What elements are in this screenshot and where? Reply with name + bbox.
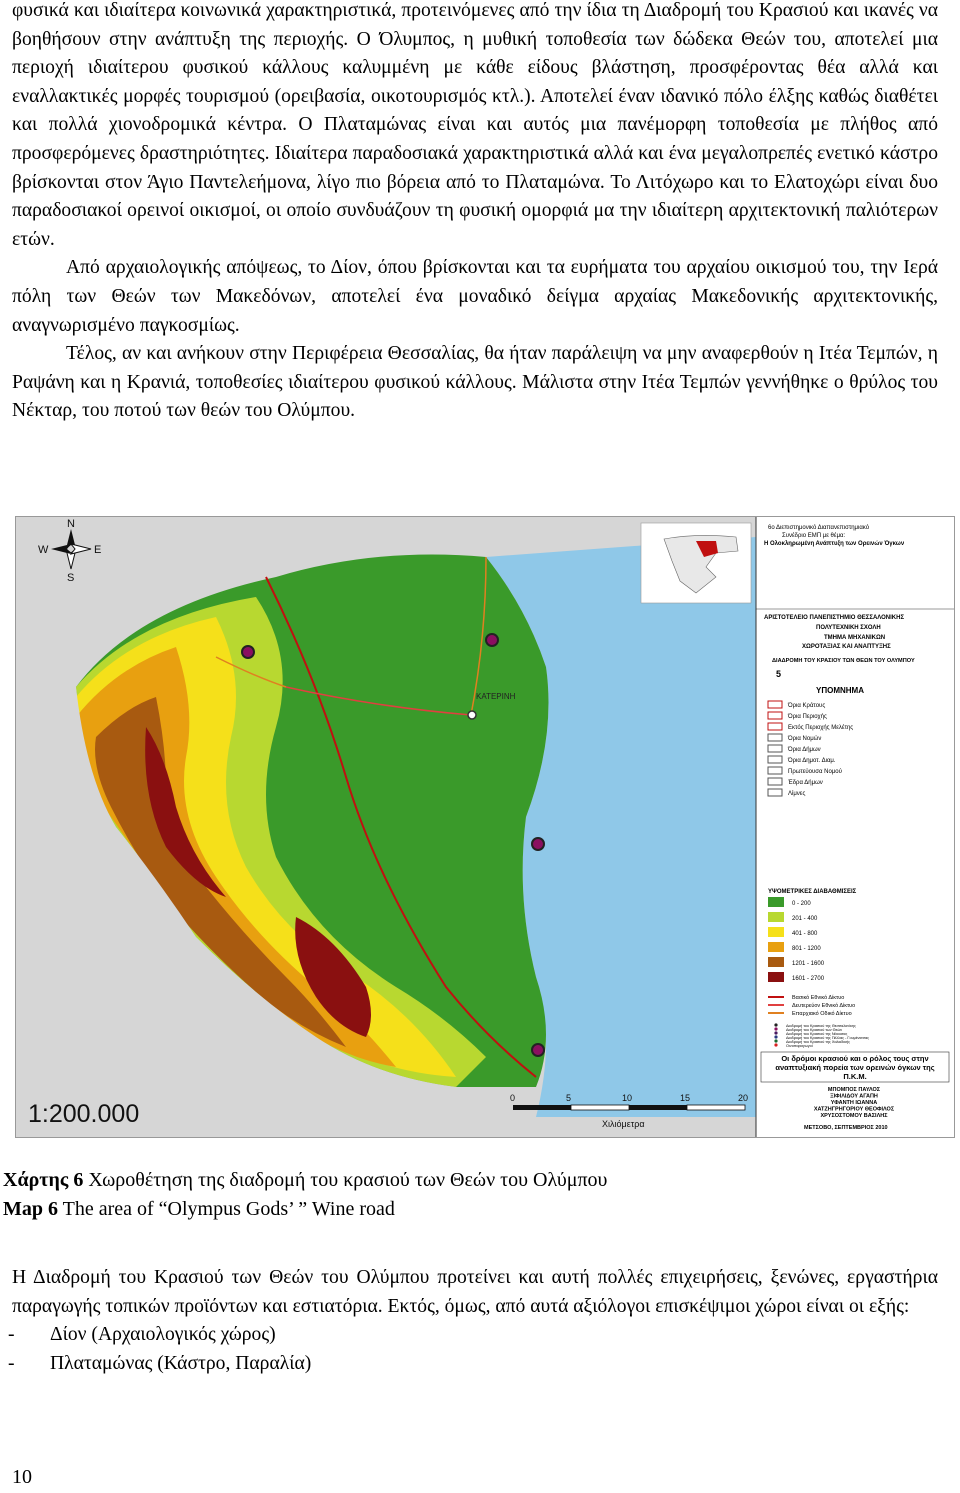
list-item: - Πλαταμώνας (Κάστρο, Παραλία) (12, 1350, 938, 1379)
legend-label: Πρωτεύουσα Νομού (788, 769, 842, 775)
scale-tick: 15 (680, 1093, 691, 1103)
legend-label: Λίμνες (788, 791, 806, 797)
scale-tick: 0 (510, 1093, 516, 1103)
scale-tick: 5 (566, 1093, 572, 1103)
caption-greek-text: Χωροθέτηση της διαδρομή του κρασιού των Θεών του Ολύμπου (83, 1169, 608, 1191)
route-swatch (774, 1043, 777, 1046)
legend-swatch (768, 734, 782, 741)
caption-english-label: Map 6 (3, 1198, 58, 1220)
legend-label: Όρια Δήμων (788, 747, 821, 753)
scale-ratio: 1:200.000 (28, 1100, 140, 1128)
elevation-label: 0 - 200 (792, 901, 811, 907)
paragraph-2: Από αρχαιολογικής απόψεως, το Δίον, όπου βρίσκονται και τα ευρήματα του αρχαίου οικισμού του, την Ιερά πόλη των Θεών των Μακεδόνων, αποτελεί ένα μοναδικό δείγμα αρχαίας Μακεδονικής αρχιτεκτονικής, αναγνωρισμένο παγκοσμίως. (12, 257, 938, 336)
compass-west: W (38, 544, 49, 556)
header-line: ΤΜΗΜΑ ΜΗΧΑΝΙΚΩΝ (824, 635, 886, 641)
scale-unit: Χιλιόμετρα (602, 1119, 645, 1129)
author-name: ΧΡΥΣΟΣΤΟΜΟΥ ΒΑΣΙΛΗΣ (820, 1113, 888, 1119)
elevation-swatch (768, 942, 784, 952)
elevation-swatch (768, 927, 784, 937)
caption-greek (3, 1166, 607, 1195)
legend-swatch (768, 789, 782, 796)
legend-label: Όρια Νομών (788, 736, 822, 742)
route-swatch (774, 1027, 777, 1030)
route-label: Διαδρομή του Κρασιού της Νάουσας (786, 1032, 848, 1036)
compass-north: N (67, 518, 75, 530)
map-canvas (16, 517, 954, 1137)
caption-english-text: The area of “Olympus Gods’ ” Wine road (58, 1198, 395, 1220)
city-label: ΚΑΤΕΡΙΝΗ (476, 692, 516, 701)
closing-paragraph: Η Διαδρομή του Κρασιού των Θεών του Ολύμπου προτείνει και αυτή πολλές επιχειρήσεις, ξενώνες, εργαστήρια παραγωγής τοπικών προϊόντων και εστιατόρια. Εκτός, όμως, από αυτά αξιόλογοι επισκέψιμοι χώροι είναι οι εξής: (12, 1267, 938, 1317)
compass-south: S (67, 572, 75, 584)
list-item: - Δίον (Αρχαιολογικός χώρος) (12, 1321, 938, 1350)
route-label: Διαδρομή του Κρασιού της Θεσσαλονίκης (786, 1024, 856, 1028)
paragraph-3: Τέλος, αν και ανήκουν στην Περιφέρεια Θεσσαλίας, θα ήταν παράλειψη να μην αναφερθούν η Ιτέα Τεμπών, η Ραψάνη και η Κρανιά, τοποθεσίες ιδιαίτερου φυσικού κάλλους. Μάλιστα στην Ιτέα Τεμπών γεννήθηκε ο θρύλος του Νέκταρ, του ποτού των θεών του Ολύμπου. (12, 343, 938, 422)
route-title: ΔΙΑΔΡΟΜΗ ΤΟΥ ΚΡΑΣΙΟΥ ΤΩΝ ΘΕΩΝ ΤΟΥ ΟΛΥΜΠΟΥ (772, 658, 915, 664)
legend-label: Όρια Περιοχής (788, 714, 827, 720)
visit-list (12, 1321, 938, 1378)
route-swatch (774, 1023, 777, 1026)
route-label: Διαδρομή του Κρασιού της Χαλκιδικής (786, 1040, 850, 1044)
caption-english (3, 1195, 607, 1224)
page-number: 10 (12, 1466, 32, 1488)
legend-label: Όρια Δημοτ. Διαμ. (788, 758, 836, 764)
route-swatch (774, 1039, 777, 1042)
scale-tick: 10 (622, 1093, 633, 1103)
elevation-label: 801 - 1200 (792, 946, 821, 952)
elevation-label: 401 - 800 (792, 931, 818, 937)
elevation-label: 1601 - 2700 (792, 976, 825, 982)
legend-swatch (768, 778, 782, 785)
road-label: Δευτερεύον Εθνικό Δίκτυο (792, 1003, 856, 1009)
header-line: Συνέδριο ΕΜΠ με θέμα: (782, 533, 846, 539)
route-label: Διαδρομή του Κρασιού των Θεών (786, 1028, 843, 1032)
caption-greek-label: Χάρτης 6 (3, 1169, 84, 1191)
legend-label: Εκτός Περιοχής Μελέτης (788, 725, 854, 731)
header-line: ΠΟΛΥΤΕΧΝΙΚΗ ΣΧΟΛΗ (816, 625, 881, 631)
route-swatch (774, 1031, 777, 1034)
legend-label: Όρια Κράτους (788, 703, 826, 709)
closing-text (12, 1264, 938, 1378)
elevation-swatch (768, 972, 784, 982)
body-text (12, 0, 938, 426)
legend-title: ΥΠΟΜΝΗΜΑ (816, 686, 864, 695)
road-label: Επαρχιακό Οδικό Δίκτυο (792, 1011, 852, 1017)
route-swatch (774, 1035, 777, 1038)
legend-swatch (768, 701, 782, 708)
legend-swatch (768, 745, 782, 752)
header-line: ΑΡΙΣΤΟΤΕΛΕΙΟ ΠΑΝΕΠΙΣΤΗΜΙΟ ΘΕΣΣΑΛΟΝΙΚΗΣ (764, 615, 905, 621)
legend-swatch (768, 712, 782, 719)
route-label: Οινοπαραγωγοί (786, 1044, 813, 1048)
author-name: ΜΠΟΜΠΟΣ ΠΑΥΛΟΣ (827, 1087, 881, 1093)
elevation-swatch (768, 957, 784, 967)
elevation-swatch (768, 897, 784, 907)
road-label: Βασικό Εθνικό Δίκτυο (792, 995, 845, 1001)
elevation-title: ΥΨΟΜΕΤΡΙΚΕΣ ΔΙΑΒΑΘΜΙΣΕΙΣ (768, 889, 857, 895)
route-map (15, 516, 955, 1138)
legend-swatch (768, 723, 782, 730)
paragraph-1: φυσικά και ιδιαίτερα κοινωνικά χαρακτηριστικά, προτεινόμενες από την ίδια τη Διαδρομή του Κρασιού και ικανές να βοηθήσουν στην ανάπτυξη της περιοχής. Ο Όλυμπος, η μυθική τοποθεσία των δώδεκα Θεών του, αποτελεί μια περιοχή ιδιαίτερου φυσικού κάλλους καλυμμένη με κάθε είδους βλάστηση, προσφέροντας θέα αλλά και εναλλακτικές μορφές τουρισμού (ορειβασία, οικοτουρισμός κτλ.). Αποτελεί έναν ιδανικό πόλο έλξης καθώς διαθέτει και πολλά χιονοδρομικά κέντρα. Ο Πλαταμώνας είναι και αυτός μια πανέμορφη τοποθεσία με πλήθος από προσφερόμενες δραστηριότητες. Ιδιαίτερα παραδοσιακά χαρακτηριστικά αλλά και ένα μεγαλοπρεπές ενετικό κάστρο βρίσκονται στον Άγιο Παντελεήμονα, λίγο πιο βόρεια από το Πλαταμώνα. Το Λιτόχωρο και το Ελατοχώρι είναι δυο παραδοσιακοί ορεινοί οικισμοί, οι οποίο συνδυάζουν τη φυσική ομορφιά μα την ιδιαίτερη αρχιτεκτονική παλιότερων ετών. (12, 0, 938, 250)
elevation-label: 201 - 400 (792, 916, 818, 922)
elevation-label: 1201 - 1600 (792, 961, 825, 967)
author-name: ΞΙΦΙΛΙΔΟΥ ΑΓΑΠΗ (830, 1093, 878, 1100)
header-line: Η Ολοκληρωμένη Ανάπτυξη των Ορεινών Όγκων (764, 541, 905, 547)
author-name: ΧΑΤΖΗΓΡΗΓΟΡΙΟΥ ΘΕΟΦΙΛΟΣ (813, 1106, 895, 1113)
elevation-swatch (768, 912, 784, 922)
header-line: 6ο Διεπιστημονικό Διαπανεπιστημιακό (768, 525, 870, 531)
compass-east: E (94, 544, 102, 556)
scale-tick: 20 (738, 1093, 749, 1103)
figure-caption (3, 1166, 607, 1224)
legend-label: Έδρα Δήμων (788, 780, 823, 786)
legend-swatch (768, 756, 782, 763)
legend-swatch (768, 767, 782, 774)
footer-title: Οι δρόμοι κρασιού και ο ρόλος τους στην αναπτυξιακή πορεία των ορεινών όγκων της Π.Κ.Μ. (775, 1054, 935, 1081)
route-label: Διαδρομή του Κρασιού της Πέλλας - Γουμένισσας (786, 1036, 870, 1040)
map-number: 5 (776, 669, 782, 679)
author-name: ΥΦΑΝΤΗ ΙΩΑΝΝΑ (830, 1100, 878, 1106)
header-line: ΧΩΡΟΤΑΞΙΑΣ ΚΑΙ ΑΝΑΠΤΥΞΗΣ (802, 644, 891, 650)
date-line: ΜΕΤΣΟΒΟ, ΣΕΠΤΕΜΒΡΙΟΣ 2010 (804, 1125, 888, 1131)
